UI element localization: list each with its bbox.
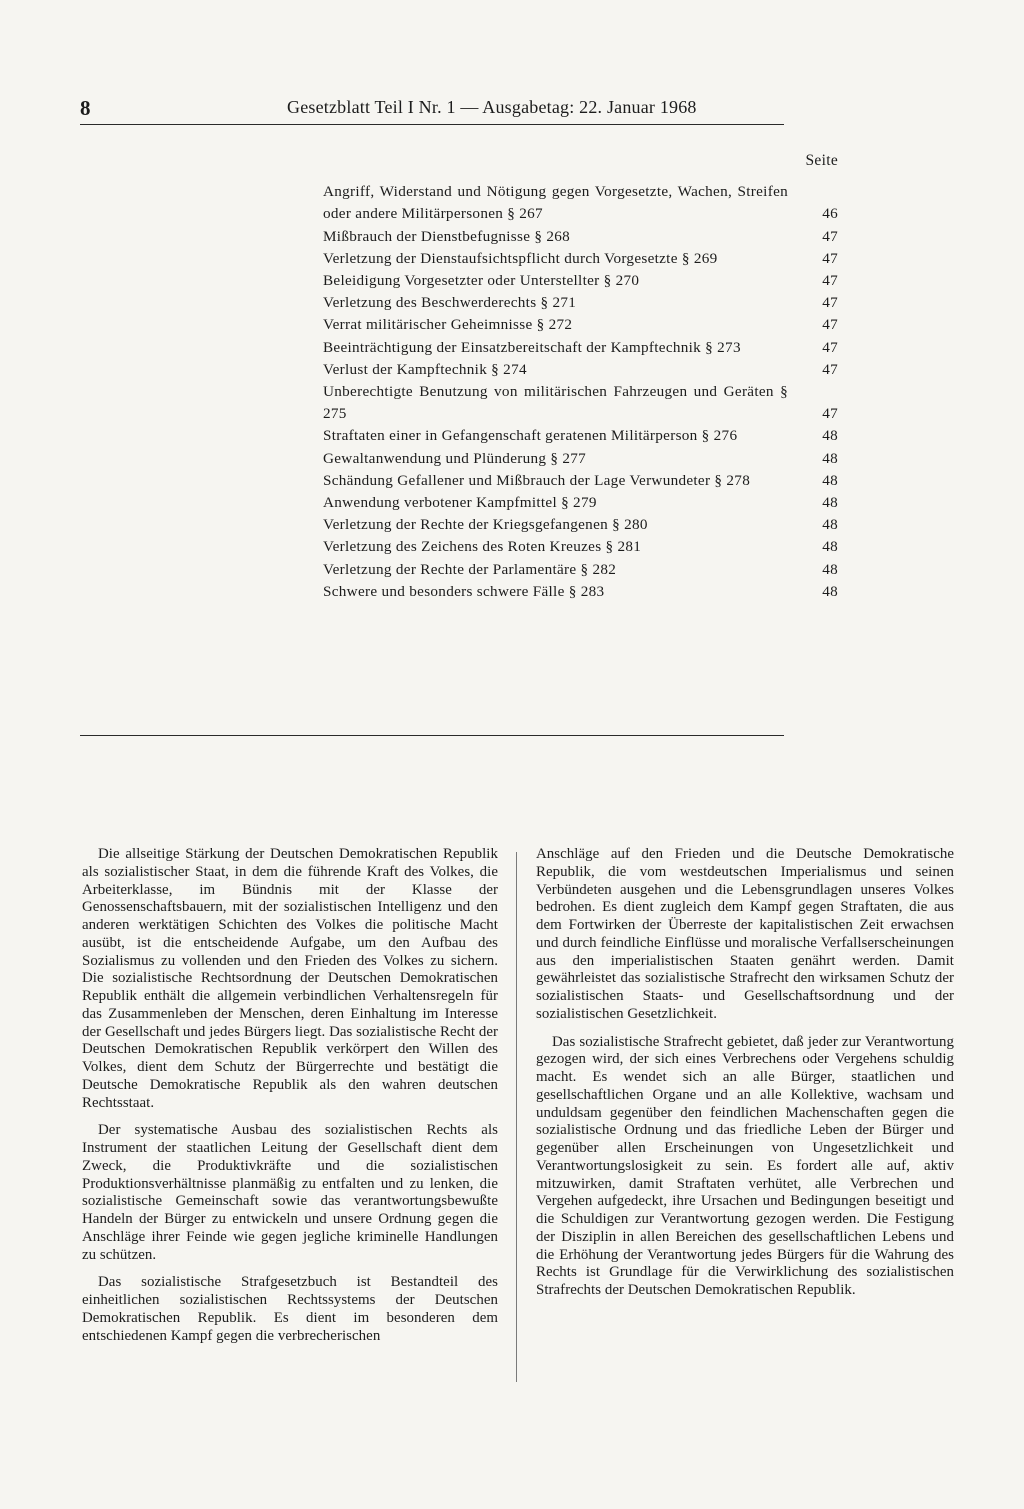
body-paragraph: Die allseitige Stärkung der Deutschen Demokratischen Republik als sozialistischer Staat, in dem die führende Kraft des Volkes, die Arbeiterklasse, im Bündnis mit der Klasse der Genossenschaftsbauern, mit der sozialistischen Intelligenz und den anderen werktätigen Schichten des Volkes die politische Macht ausübt, ist die entscheidende Aufgabe, um den Aufbau des Sozialismus zu vollenden und den Frieden des Volkes zu sichern. Die sozialistische Rechtsordnung der Deutschen Demokratischen Republik enthält die allgemein verbindlichen Verhaltensregeln für das Zusammenleben der Menschen, deren Einhaltung im Interesse der Gesellschaft und jedes Bürgers liegt. Das sozialistische Recht der Deutschen Demokratischen Republik verkörpert den Willen des Volkes, dient dem Schutz der Bürgerrechte und bestätigt die Deutsche Demokratische Republik als den wahren deutschen Rechtsstaat. [82,846,498,1111]
toc-entry-page: 47 [822,272,838,290]
toc-entry-page: 47 [822,360,838,378]
toc-entry-text: Verletzung des Zeichens des Roten Kreuzes § 281 [323,538,642,556]
page-number: 8 [80,96,91,120]
toc-entry [323,226,838,248]
column-divider [516,852,517,1382]
toc-entry [323,270,838,292]
body-paragraph: Das sozialistische Strafgesetzbuch ist Bestandteil des einheitlichen sozialistischen Rechtssystems der Deutschen Demokratischen Republik. Es dient im besonderen dem entschiedenen Kampf gegen die verbrecherischen [82,1274,498,1344]
toc-entry-text: Verletzung der Dienstaufsichtspflicht durch Vorgesetzte § 269 [323,249,718,267]
toc-entry-text: Straftaten einer in Gefangenschaft geratenen Militärperson § 276 [323,427,738,445]
toc-entry [323,337,838,359]
toc-entry-page: 48 [822,471,838,489]
toc-entry-page: 48 [822,538,838,556]
toc-entry-text: Anwendung verbotener Kampfmittel § 279 [323,494,597,512]
toc-entry-page: 46 [822,205,838,223]
header-rule [80,124,784,125]
toc-entry-page: 47 [822,227,838,245]
toc-entry-page: 47 [822,338,838,356]
toc-entry-page: 48 [822,449,838,467]
section-divider [80,735,784,736]
toc-entry [323,581,838,603]
toc-entry [323,536,838,558]
table-of-contents [323,150,838,603]
body-column-right [536,846,954,1300]
toc-entry-text: Angriff, Widerstand und Nötigung gegen Vorgesetzte, Wachen, Streifen oder andere Militärpersonen § 267 [323,183,788,223]
page-header [80,96,780,124]
body-paragraph: Anschläge auf den Frieden und die Deutsche Demokratische Republik, die vom westdeutschen Imperialismus und seinen Verbündeten ausgehen und die Lebensgrundlagen unseres Volkes bedrohen. Es dient zugleich dem Kampf gegen Straftaten, die aus dem Fortwirken der Überreste der kapitalistischen Zeit erwachsen und durch feindliche Einflüsse und moralische Verfallserscheinungen aus den imperialistischen Staaten genährt werden. Damit gewährleistet das sozialistische Strafrecht den wirksamen Schutz der sozialistischen Staats- und Gesellschaftsordnung und der sozialistischen Gesetzlichkeit. [536,846,954,1022]
toc-entry [323,514,838,536]
toc-entry-text: Mißbrauch der Dienstbefugnisse § 268 [323,227,570,245]
header-title: Gesetzblatt Teil I Nr. 1 — Ausgabetag: 22. Januar 1968 [287,97,697,117]
toc-page-column-label: Seite [805,152,838,169]
toc-entry-text: Verletzung der Rechte der Parlamentäre § 282 [323,560,617,578]
toc-entry [323,559,838,581]
body-column-left [82,846,498,1345]
toc-entry-text: Schwere und besonders schwere Fälle § 283 [323,582,605,600]
body-paragraph: Das sozialistische Strafrecht gebietet, daß jeder zur Verantwortung gezogen wird, der sich eines Verbrechens oder Vergehens schuldig macht. Es wendet sich an alle Bürger, staatlichen und gesellschaftlichen Organe und an alle Kollektive, wachsam und unduldsam gegenüber den feindlichen Machenschaften gegen die sozialistische Ordnung und das friedliche Leben der Bürger und gegenüber allen Erscheinungen von Ungesetzlichkeit und Verantwortungslosigkeit zu sein. Es fordert alle auf, aktiv mitzuwirken, damit Straftaten verhütet, alle Verbrechen und Vergehen aufgedeckt, ihre Ursachen und Bedingungen beseitigt und die Schuldigen zur Verantwortung gezogen werden. Die Festigung der Disziplin in allen Bereichen des gesellschaftlichen Lebens und die Erhöhung der Verantwortung jedes Bürgers für die Wahrung des Rechts ist Grundlage für die Verwirklichung des sozialistischen Strafrechts der Deutschen Demokratischen Republik. [536,1033,954,1298]
toc-entry-page: 47 [822,316,838,334]
toc-entry-text: Verlust der Kampftechnik § 274 [323,360,527,378]
toc-entry-page: 48 [822,494,838,512]
toc-entry-page: 48 [822,427,838,445]
toc-entry [323,448,838,470]
toc-entry-text: Beleidigung Vorgesetzter oder Unterstellter § 270 [323,272,640,290]
toc-entry-page: 47 [822,294,838,312]
toc-entry-page: 47 [822,405,838,423]
toc-entry-text: Schändung Gefallener und Mißbrauch der Lage Verwundeter § 278 [323,471,751,489]
toc-entry-text: Unberechtigte Benutzung von militärischen Fahrzeugen und Geräten § 275 [323,383,788,423]
toc-entry-page: 48 [822,582,838,600]
toc-entry [323,381,838,425]
toc-entry-page: 48 [822,516,838,534]
toc-entry [323,248,838,270]
toc-entry [323,181,838,225]
toc-entry-text: Verletzung der Rechte der Kriegsgefangenen § 280 [323,516,648,534]
toc-entry [323,359,838,381]
toc-entry [323,314,838,336]
toc-entry-text: Verrat militärischer Geheimnisse § 272 [323,316,573,334]
toc-entry-text: Beeinträchtigung der Einsatzbereitschaft der Kampftechnik § 273 [323,338,741,356]
toc-entry-text: Gewaltanwendung und Plünderung § 277 [323,449,587,467]
body-paragraph: Der systematische Ausbau des sozialistischen Rechts als Instrument der staatlichen Leitung der Gesellschaft dient dem Zweck, die Produktivkräfte und die sozialistischen Produktionsverhältnisse planmäßig zu entfalten und zu lenken, die sozialistische Gemeinschaft sowie das verantwortungsbewußte Handeln der Bürger zu entwickeln und unsere Ordnung gegen die Anschläge ihrer Feinde wie gegen jegliche kriminelle Handlungen zu schützen. [82,1122,498,1263]
toc-entry-page: 48 [822,560,838,578]
toc-entry [323,292,838,314]
toc-entry [323,492,838,514]
toc-entry [323,425,838,447]
toc-entry-text: Verletzung des Beschwerderechts § 271 [323,294,577,312]
toc-entry-page: 47 [822,249,838,267]
toc-entry [323,470,838,492]
